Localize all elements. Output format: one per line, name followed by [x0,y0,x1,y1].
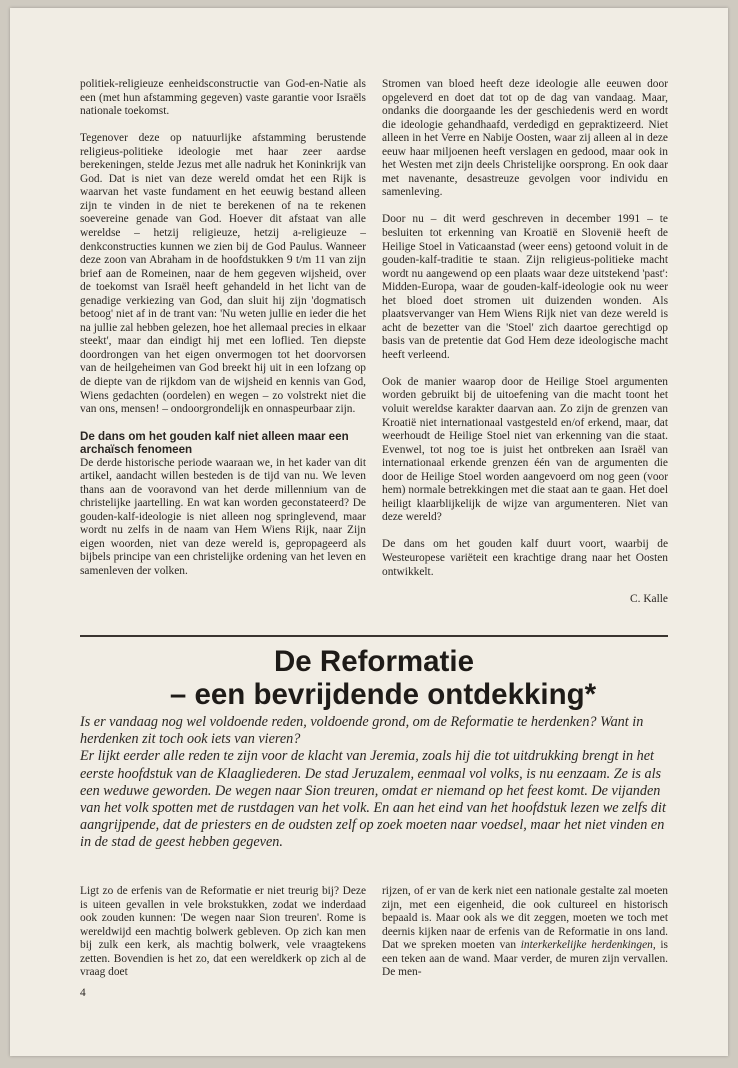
right-paragraph-4: De dans om het gouden kalf duurt voort, waarbij de Westeuropese variëteit een krachtige drang naar het Oosten ontwikkelt. [382,538,668,578]
left-column [80,78,366,592]
left-paragraph-1: politiek-religieuze eenheidsconstructie van God-en-Natie als een (met hun afstamming gegeven) vaste garantie voor Israëls nationale toekomst. [80,78,366,118]
magazine-page [10,8,728,1056]
article-title-line-1: De Reformatie [273,645,474,678]
author-signature: C. Kalle [630,592,668,605]
page-number: 4 [80,987,86,999]
right-paragraph-2: Door nu – dit werd geschreven in december 1991 – te besluiten tot erkenning van Kroatië en Slovenië heeft de Heilige Stoel in Vaticaanstad (weer eens) getoond voluit in de gouden-kalf-traditie te staan. Zijn religieus-politieke macht wordt nu aangewend op een plaats waar deze uitstekend 'past': Midden-Europa, waar de gouden-kalf-ideologie ook nu weer het bloed doet stromen uit duizenden wonden. Als plaatsvervanger van Hem Wiens Rijk niet van deze wereld is acht de bezetter van die 'Stoel' zich daartoe gerechtigd op basis van de pretentie dat God Hem deze ideologische macht heeft verleend. [382,213,668,361]
article-title [80,645,668,711]
article-body-left: Ligt zo de erfenis van de Reformatie er niet treurig bij? Deze is uiteen gevallen in vele brokstukken, zodat we inderdaad ook zouden kunnen: 'De wegen naar Sion treuren'. Rome is wereldwijd een machtig bolwerk gebleven. Op zich kan men bij zulk een kerk, als machtig bolwerk, vele vraagtekens zetten. Bovendien is het zo, dat een wereldkerk op zich al de vraag doet [80,885,366,979]
left-paragraph-2: Tegenover deze op natuurlijke afstamming berustende religieus-politieke ideologie met haar zeer aardse berekeningen, stelde Jezus met alle nadruk het Koninkrijk van God. Dat is niet van deze wereld omdat het een Rijk is waarvan het vaste fundament en het eeuwig bestand alleen zijn te vinden in de niet te berekenen of na te rekenen soevereine genade van God. Hoever dit afstaat van alle wereldse – hetzij religieuze, hetzij a-religieuze – denkconstructies kunnen we zien bij de God Paulus. Wanneer deze zoon van Abraham in de hoofdstukken 9 t/m 11 van zijn brief aan de Romeinen, naar de hem gegeven wijsheid, over de toekomst van Israël heeft gehandeld in het licht van de genadige verkiezing van God, dan sluit hij zijn 'dogmatisch betoog' niet af in de trant van: 'Nu weten jullie en ieder die het na jullie zal hebben gelezen, hoe het allemaal precies in elkaar steekt', maar dan eindigt hij met een loflied. Ten diepste doordrongen van het eigen onvermogen tot het doorvorsen van de heilgeheimen van God breekt hij uit in een lofzang op de diepte van de rijkdom van de wijsheid en kennis van God, Wiens gedachten (oordelen) en wegen – zo volstrekt niet die van ons, mensen! – ondoorgrondelijk en onnaspeurbaar zijn. [80,132,366,416]
body-right-text-2: is een teken aan de wand. Maar verder, de muren zijn vervallen. De men- [382,939,668,979]
section-divider [80,635,668,637]
body-right-emphasis: interkerkelijke herdenkingen, [520,939,656,952]
intro-lament: Er lijkt eerder alle reden te zijn voor de klacht van Jeremia, zoals hij die tot uitdrukking brengt in het eerste hoofdstuk van de Klaagliederen. De stad Jeruzalem, eenmaal vol volks, is nu eenzaam. Ze is als een weduwe geworden. De wegen naar Sion treuren, omdat er niemand op het feest komt. De vijanden van het volk spotten met de rustdagen van het volk. En aan het eind van het hoofdstuk lezen we zelfs dit aangrijpende, dat de priesters en de oudsten zelf op zoek moeten naar voedsel, maar het niet vinden en in de stad de geest hebben gegeven. [80,748,666,851]
body-right-text-1: rijzen, of er van de kerk niet een nationale gestalte zal moeten zijn, met een eigenheid, die ook cultureel en historisch bepaald is. Maar ook als we dit zeggen, moeten we toch met deernis kijken naar de erfenis van de Reformatie in ons land. Dat we spreken moeten van [382,885,668,952]
intro-question: Is er vandaag nog wel voldoende reden, voldoende grond, om de Reformatie te herdenken? Want in herdenken zit toch ook iets van vieren? [80,714,644,748]
article-body-right [382,885,668,980]
left-paragraph-3: De derde historische periode waaraan we, in het kader van dit artikel, aandacht willen besteden is de tijd van nu. We leven thans aan de vooravond van het derde millennium van de christelijke jaartelling. En wat kan worden geconstateerd? De gouden-kalf-ideologie is niet alleen nog springlevend, maar wordt nu zelfs in de naam van Hem Wiens Rijk, naar Zijn eigen woorden, niet van deze wereld is, gepropageerd als bijbels principe van een christelijke ordening van het leven en samenleven der volken. [80,456,366,577]
right-paragraph-1: Stromen van bloed heeft deze ideologie alle eeuwen door opgeleverd en doet dat tot op de dag van vandaag. Maar, ondanks die doorgaande les der geschiedenis werd en wordt die ideologie gehandhaafd, verdedigd en gepraktizeerd. Niet alleen in het Verre en Nabije Oosten, waar zij alleen al in deze eeuw haar miljoenen heeft verslagen en gedood, maar ook in het Westen met zijn deels Christelijke oorsprong. En ook daar met navenante, desastreuze gevolgen voor individu en samenleving. [382,78,668,199]
article-title-line-2: – een bevrijdende ontdekking* [169,678,597,711]
section-subheading: De dans om het gouden kalf niet alleen maar een archaïsch fenomeen [80,430,349,457]
right-column [382,78,668,620]
right-paragraph-3: Ook de manier waarop door de Heilige Stoel argumenten worden gebruikt bij de uitoefening van die macht toont het voluit wereldse karakter daarvan aan. Zo zijn de grenzen van Kroatië niet internationaal vastgesteld en/of erkend, maar, dat weerhoudt de Heilige Stoel niet van erkenning van die staat. Evenwel, tot nog toe is juist het ontbreken aan Israël van internationaal erkende grenzen één van de argumenten die door de Heilige Stoel worden aangevoerd om nog geen (voor hem) normale betrekkingen met die staat aan te gaan. Het doel heiligt klaarblijkelijk de wijze van argumenteren. Niet van deze wereld? [382,375,668,524]
article-intro [80,714,670,852]
